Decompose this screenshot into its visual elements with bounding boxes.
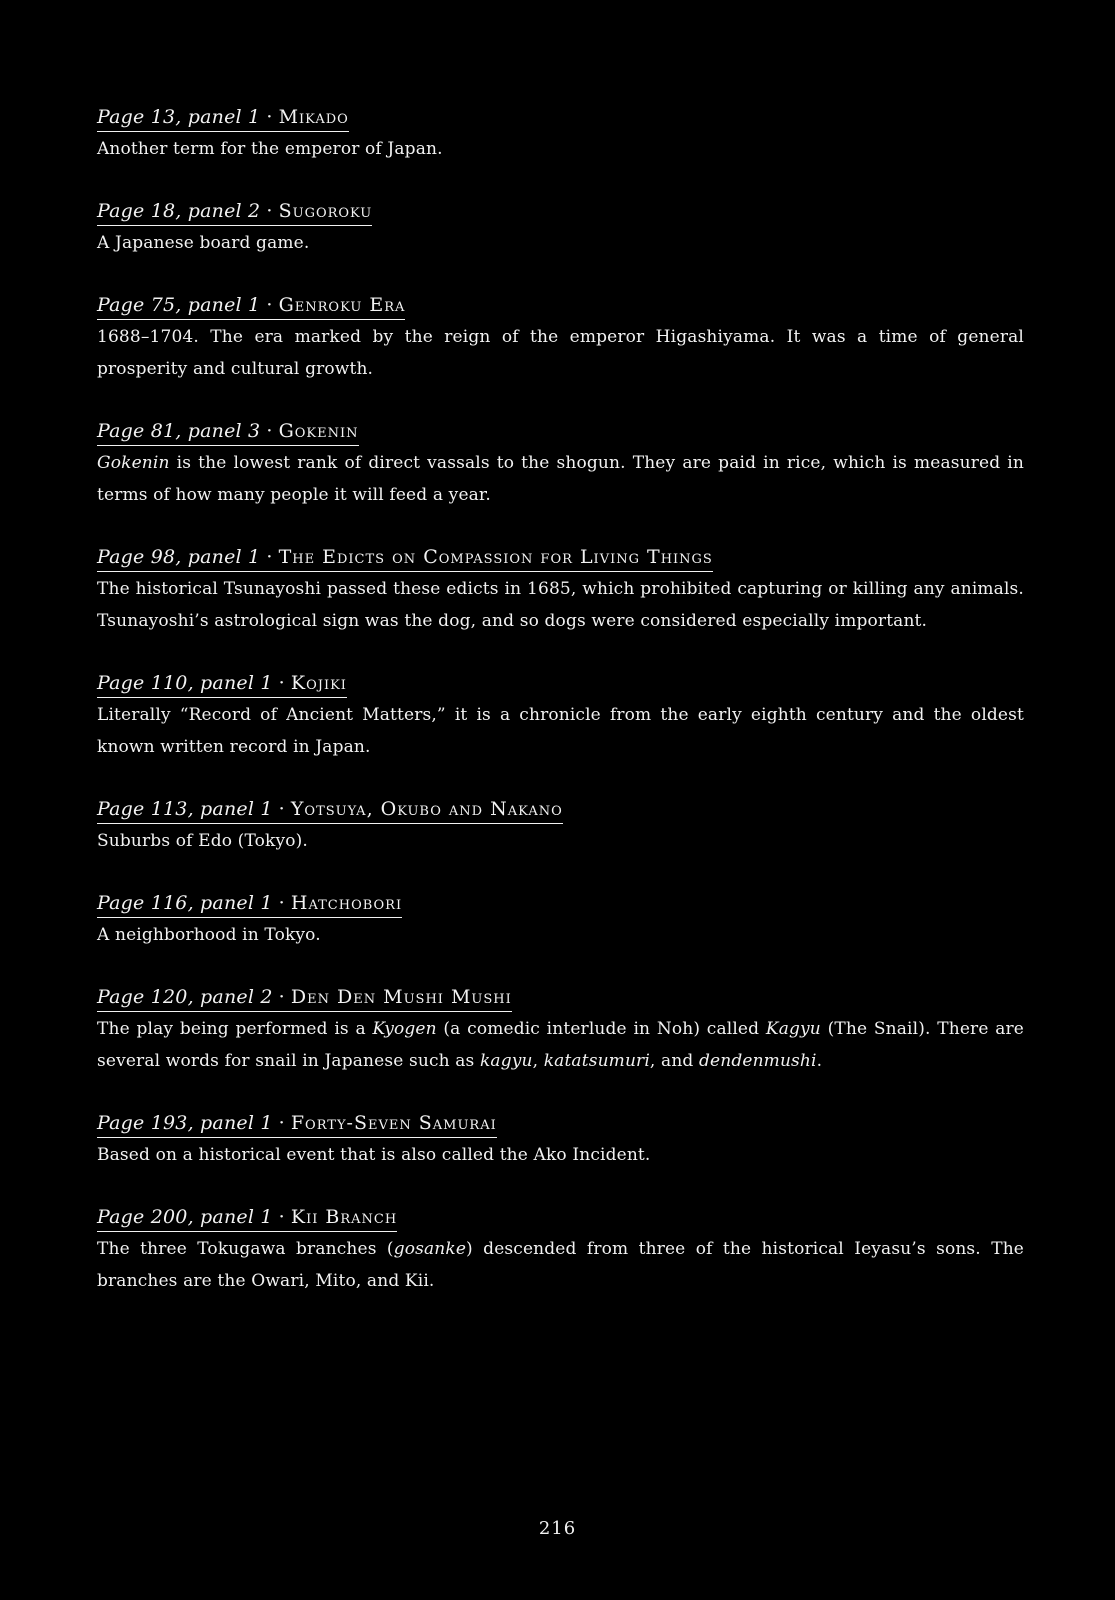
glossary-note (97, 890, 1024, 951)
description-text: A Japanese board game. (97, 233, 310, 253)
note-heading (97, 418, 359, 446)
glossary-note (97, 104, 1024, 165)
glossary-note (97, 670, 1024, 763)
page-reference: Page 116, panel 1 (97, 892, 273, 914)
glossary-notes (97, 104, 1024, 1330)
note-description (97, 227, 1024, 259)
note-description (97, 1233, 1024, 1297)
note-description (97, 321, 1024, 385)
glossary-term: Mikado (278, 106, 349, 128)
page-reference: Page 200, panel 1 (97, 1206, 273, 1228)
glossary-term: Sugoroku (278, 200, 373, 222)
description-text: ) descended from three of the historical Ieyasu’s sons. The branches are the Owari, Mito, and Kii. (97, 1239, 1025, 1291)
glossary-term: Yotsuya, Okubo and Nakano (290, 798, 563, 820)
page-reference: Page 110, panel 1 (97, 672, 273, 694)
italic-term: Gokenin (97, 453, 170, 473)
note-description (97, 1013, 1024, 1077)
note-heading (97, 1204, 397, 1232)
note-description (97, 447, 1024, 511)
page-reference: Page 98, panel 1 (97, 546, 261, 568)
italic-term: Kagyu (765, 1019, 821, 1039)
italic-term: Kyogen (372, 1019, 437, 1039)
separator-dot: · (278, 798, 285, 820)
note-heading (97, 544, 713, 572)
note-heading (97, 796, 563, 824)
note-description (97, 133, 1024, 165)
italic-term: gosanke (393, 1239, 467, 1259)
note-description (97, 825, 1024, 857)
description-text: , (532, 1051, 544, 1071)
note-description (97, 573, 1024, 637)
page-reference: Page 75, panel 1 (97, 294, 261, 316)
description-text: Another term for the emperor of Japan. (97, 139, 443, 159)
separator-dot: · (266, 106, 273, 128)
italic-term: katatsumuri (543, 1051, 650, 1071)
page-number: 216 (538, 1518, 577, 1539)
separator-dot: · (278, 1206, 285, 1228)
glossary-note (97, 796, 1024, 857)
description-text: (a comedic interlude in Noh) called (436, 1019, 766, 1039)
glossary-note (97, 418, 1024, 511)
page-reference: Page 13, panel 1 (97, 106, 261, 128)
glossary-note (97, 984, 1024, 1077)
glossary-term: Kii Branch (290, 1206, 398, 1228)
page-reference: Page 18, panel 2 (97, 200, 261, 222)
glossary-term: Den Den Mushi Mushi (290, 986, 512, 1008)
description-text: (The Snail). There are several words for snail in Japanese such as (97, 1019, 1024, 1071)
description-text: The three Tokugawa branches ( (97, 1239, 394, 1259)
note-heading (97, 198, 372, 226)
note-heading (97, 670, 347, 698)
description-text: Literally “Record of Ancient Matters,” it is a chronicle from the early eighth century and the oldest known written record in Japan. (97, 705, 1024, 757)
separator-dot: · (266, 294, 273, 316)
italic-term: kagyu (479, 1051, 533, 1071)
note-heading (97, 890, 402, 918)
description-text: The historical Tsunayoshi passed these edicts in 1685, which prohibited capturing or killing any animals. Tsunayoshi’s astrological sign was the dog, and so dogs were considered especially important. (97, 579, 1024, 631)
glossary-term: Gokenin (278, 420, 359, 442)
note-description (97, 699, 1024, 763)
note-description (97, 1139, 1024, 1171)
glossary-term: Genroku Era (278, 294, 406, 316)
separator-dot: · (266, 546, 273, 568)
note-heading (97, 984, 512, 1012)
note-heading (97, 1110, 497, 1138)
glossary-note (97, 198, 1024, 259)
glossary-term: Kojiki (290, 672, 347, 694)
glossary-note (97, 292, 1024, 385)
separator-dot: · (278, 672, 285, 694)
description-text: Suburbs of Edo (Tokyo). (97, 831, 308, 851)
note-heading (97, 104, 349, 132)
description-text: 1688–1704. The era marked by the reign of the emperor Higashiyama. It was a time of general prosperity and cultural growth. (97, 327, 1024, 379)
description-text: The play being performed is a (97, 1019, 373, 1039)
separator-dot: · (266, 420, 273, 442)
glossary-note (97, 1110, 1024, 1171)
glossary-term: The Edicts on Compassion for Living Things (278, 546, 713, 568)
glossary-note (97, 544, 1024, 637)
note-heading (97, 292, 405, 320)
description-text: A neighborhood in Tokyo. (97, 925, 321, 945)
description-text: is the lowest rank of direct vassals to the shogun. They are paid in rice, which is measured in terms of how many people it will feed a year. (97, 453, 1024, 505)
page-reference: Page 120, panel 2 (97, 986, 273, 1008)
separator-dot: · (278, 986, 285, 1008)
glossary-term: Hatchobori (290, 892, 403, 914)
page-reference: Page 113, panel 1 (97, 798, 273, 820)
glossary-note (97, 1204, 1024, 1297)
separator-dot: · (278, 892, 285, 914)
description-text: , and (649, 1051, 699, 1071)
description-text: . (816, 1051, 823, 1071)
description-text: Based on a historical event that is also called the Ako Incident. (97, 1145, 651, 1165)
page-reference: Page 193, panel 1 (97, 1112, 273, 1134)
glossary-term: Forty-Seven Samurai (290, 1112, 497, 1134)
separator-dot: · (266, 200, 273, 222)
page-reference: Page 81, panel 3 (97, 420, 261, 442)
separator-dot: · (278, 1112, 285, 1134)
italic-term: dendenmushi (699, 1051, 817, 1071)
note-description (97, 919, 1024, 951)
